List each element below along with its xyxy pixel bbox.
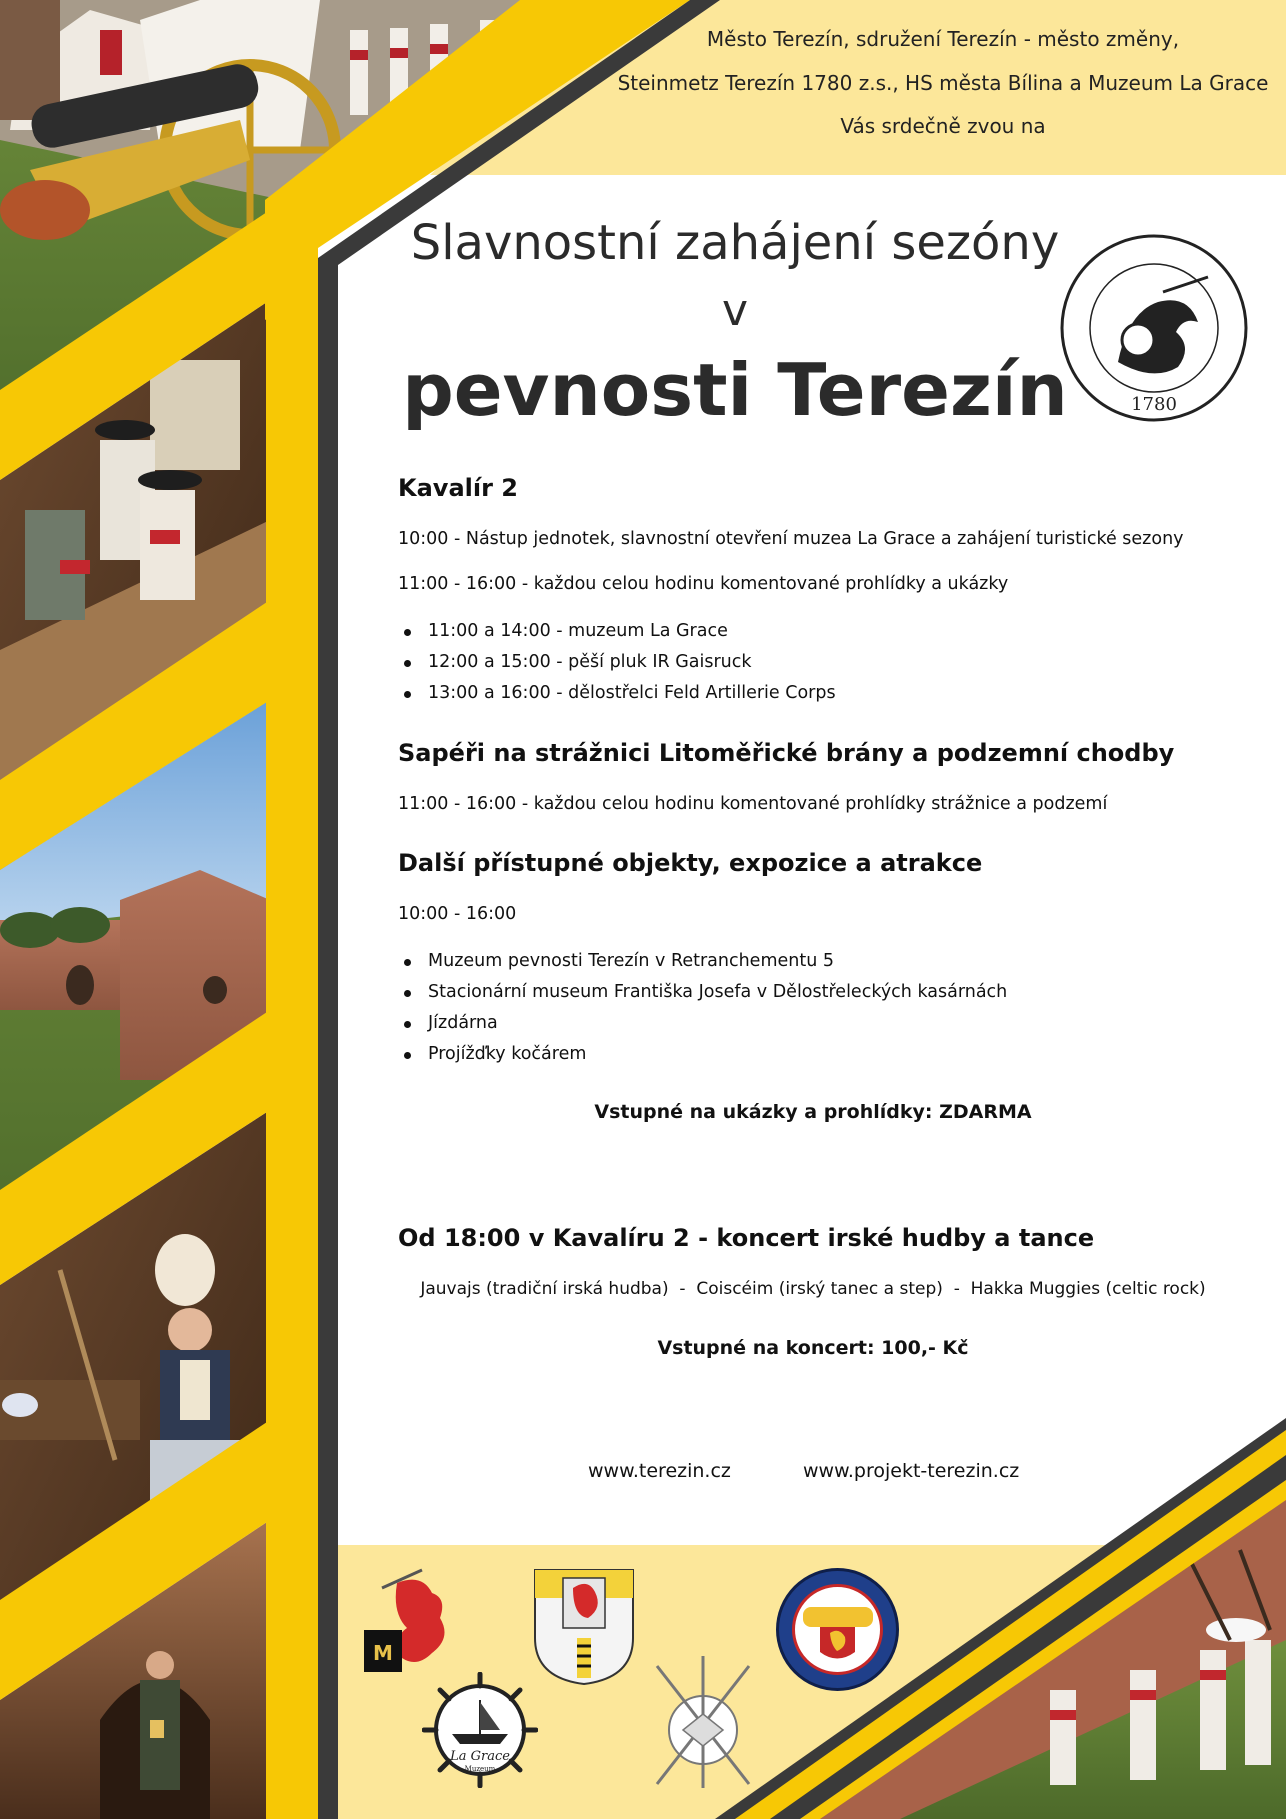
coat-of-arms-logo (533, 1568, 635, 1686)
title-line-2: v (721, 285, 749, 336)
svg-text:La Grace: La Grace (450, 1749, 510, 1764)
town-seal-logo (1058, 232, 1250, 424)
kavalir-line-1: 10:00 - Nástup jednotek, slavnostní otevření muzea La Grace a zahájení turistické sezony (398, 529, 1184, 549)
invitation-line-2: Steinmetz Terezín 1780 z.s., HS města Bílina a Muzeum La Grace (617, 71, 1269, 95)
vertical-yellow-band (266, 240, 318, 1819)
section-heading-kavalir: Kavalír 2 (398, 474, 518, 502)
section-heading-koncert: Od 18:00 v Kavalíru 2 - koncert irské hudby a tance (398, 1224, 1095, 1252)
kavalir-line-2: 11:00 - 16:00 - každou celou hodinu komentované prohlídky a ukázky (398, 574, 1009, 594)
dalsi-bullet: Projížďky kočárem (428, 1044, 587, 1064)
section-heading-dalsi: Další přístupné objekty, expozice a atrakce (398, 849, 983, 877)
saperi-line-1: 11:00 - 16:00 - každou celou hodinu komentované prohlídky strážnice a podzemí (398, 794, 1108, 814)
kavalir-bullet: 12:00 a 15:00 - pěší pluk IR Gaisruck (428, 652, 752, 672)
svg-text:Muzeum: Muzeum (464, 1765, 496, 1773)
la-grace-museum-logo (422, 1672, 538, 1788)
kavalir-bullet: 11:00 a 14:00 - muzeum La Grace (428, 621, 728, 641)
link-terezin[interactable]: www.terezin.cz (588, 1460, 731, 1482)
koncert-entry-price: Vstupné na koncert: 100,- Kč (657, 1337, 969, 1359)
sappers-emblem-logo (643, 1652, 763, 1792)
section-heading-saperi: Sapéři na strážnici Litoměřické brány a podzemní chodby (398, 739, 1175, 767)
invitation-line-3: Vás srdečně zvou na (840, 114, 1046, 138)
dalsi-bullet: Muzeum pevnosti Terezín v Retranchementu 5 (428, 951, 835, 971)
dalsi-bullet: Jízdárna (428, 1013, 498, 1033)
invitation-line-1: Město Terezín, sdružení Terezín - město změny, (706, 27, 1180, 51)
title-line-3: pevnosti Terezín (402, 348, 1068, 432)
steinmetz-terezin-logo (775, 1567, 900, 1692)
title-line-1: Slavnostní zahájení sezóny (410, 215, 1060, 271)
svg-text:1780: 1780 (1131, 394, 1177, 415)
link-projekt-terezin[interactable]: www.projekt-terezin.cz (803, 1460, 1020, 1482)
kavalir-bullet: 13:00 a 16:00 - dělostřelci Feld Artillerie Corps (428, 683, 836, 703)
dalsi-line-1: 10:00 - 16:00 (398, 904, 517, 924)
dalsi-bullet: Stacionární museum Františka Josefa v Dělostřeleckých kasárnách (428, 982, 1008, 1002)
free-entry-text: Vstupné na ukázky a prohlídky: ZDARMA (594, 1101, 1032, 1123)
heraldic-lion-logo (362, 1568, 462, 1678)
koncert-performers: Jauvajs (tradiční irská hudba) - Coiscéim (irský tanec a step) - Hakka Muggies (celtic rock) (420, 1279, 1206, 1299)
svg-text:M: M (373, 1641, 393, 1665)
